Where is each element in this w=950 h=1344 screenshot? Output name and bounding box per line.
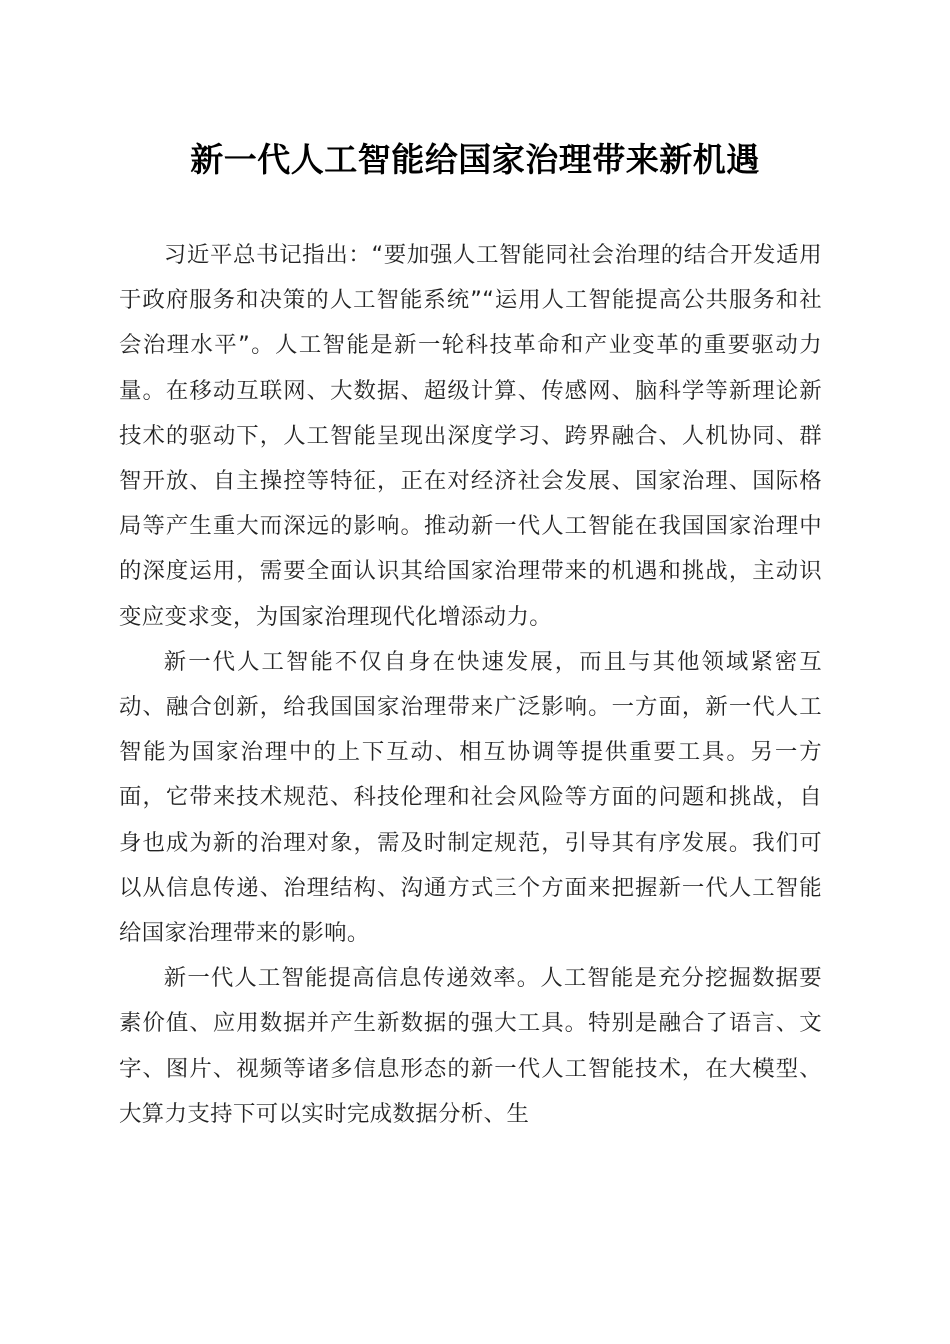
paragraph: 习近平总书记指出：“要加强人工智能同社会治理的结合开发适用于政府服务和决策的人工智能系统”“运用人工智能提高公共服务和社会治理水平”。人工智能是新一轮科技革命和产业变革的重要驱动力量。在移动互联网、大数据、超级计算、传感网、脑科学等新理论新技术的驱动下，人工智能呈现出深度学习、跨界融合、人机协同、群智开放、自主操控等特征，正在对经济社会发展、国家治理、国际格局等产生重大而深远的影响。推动新一代人工智能在我国国家治理中的深度运用，需要全面认识其给国家治理带来的机遇和挑战，主动识变应变求变，为国家治理现代化增添动力。 xyxy=(119,242,822,630)
document-body xyxy=(119,233,822,1137)
paragraph: 新一代人工智能不仅自身在快速发展，而且与其他领域紧密互动、融合创新，给我国国家治理带来广泛影响。一方面，新一代人工智能为国家治理中的上下互动、相互协调等提供重要工具。另一方面，它带来技术规范、科技伦理和社会风险等方面的问题和挑战，自身也成为新的治理对象，需及时制定规范，引导其有序发展。我们可以从信息传递、治理结构、沟通方式三个方面来把握新一代人工智能给国家治理带来的影响。 xyxy=(119,648,822,947)
paragraph: 新一代人工智能提高信息传递效率。人工智能是充分挖掘数据要素价值、应用数据并产生新数据的强大工具。特别是融合了语言、文字、图片、视频等诸多信息形态的新一代人工智能技术，在大模型、大算力支持下可以实时完成数据分析、生 xyxy=(119,965,822,1127)
document-title: 新一代人工智能给国家治理带来新机遇 xyxy=(190,140,760,179)
